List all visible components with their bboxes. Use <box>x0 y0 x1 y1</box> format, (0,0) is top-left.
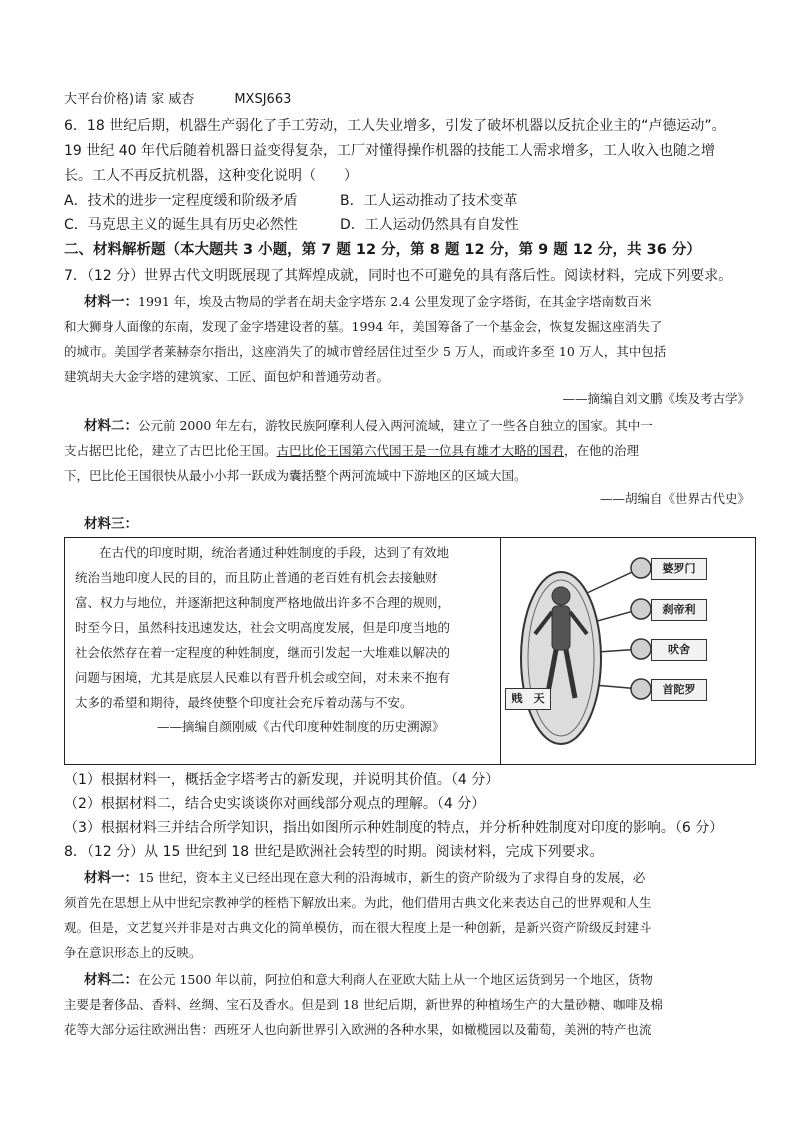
q8-material-1-line-2: 须首先在思想上从中世纪宗教神学的桎梏下解放出来。为此，他们借用古典文化来表达自己的世界观和人生 <box>64 895 652 910</box>
q7-material-2-label: 材料二： <box>84 418 138 434</box>
q7-subquestion-2: （2）根据材料二，结合史实谈谈你对画线部分观点的理解。（4 分） <box>64 796 486 812</box>
q6-option-a: A．技术的进步一定程度缓和阶级矛盾 <box>64 193 298 209</box>
q7-material-2-source: ——胡编自《世界古代史》 <box>599 491 750 506</box>
q6-stem-line-2: 19 世纪 40 年代后随着机器日益变得复杂，工厂对懂得操作机器的技能工人需求增多，工人收入也随之增 <box>64 143 715 159</box>
q7-material-3-title <box>84 514 138 534</box>
q8-stem: 8．（12 分）从 15 世纪到 18 世纪是欧洲社会转型的时期。阅读材料，完成下列要求。 <box>64 844 604 860</box>
caste-figure-drawing <box>501 538 755 764</box>
q6-option-d: D．工人运动仍然具有自发性 <box>340 217 519 233</box>
q7-underlined-statement: 古巴比伦王国第六代国王是一位具有雄才大略的国君 <box>276 443 565 458</box>
q7-material-3-box <box>64 537 756 765</box>
coin-icon <box>631 599 651 619</box>
q7-subquestion-1: （1）根据材料一，概括金字塔考古的新发现，并说明其价值。（4 分） <box>64 772 500 788</box>
section-2-title: 二、材料解析题（本大题共 3 小题，第 7 题 12 分，第 8 题 12 分，第 9 题 12 分，共 36 分） <box>64 242 701 258</box>
q8-material-1-label: 材料一： <box>84 870 138 886</box>
q7-m3-source: ——摘编自颜刚威《古代印度种姓制度的历史溯源》 <box>157 719 445 734</box>
q7-material-3-text-panel <box>65 538 501 764</box>
q7-stem: 7．（12 分）世界古代文明既展现了其辉煌成就，同时也不可避免的具有落后性。阅读材料，完成下列要求。 <box>64 268 733 284</box>
q7-m3-text-line-2: 统治当地印度人民的目的，而且防止普通的老百姓有机会去接触财 <box>75 570 438 585</box>
q8-material-2-line-3: 花等大部分运往欧洲出售：西班牙人也向新世界引入欧洲的各种水果，如橄榄园以及葡萄，美洲的特产也流 <box>64 1022 652 1037</box>
page-header <box>64 90 291 110</box>
caste-system-figure <box>501 538 755 764</box>
q7-material-1-line-2: 和大狮身人面像的东南，发现了金字塔建设者的墓。1994 年，美国筹备了一个基金会，恢复发掘这座消失了 <box>64 319 663 334</box>
q7-material-1-label: 材料一： <box>84 294 138 310</box>
q7-subquestion-3: （3）根据材料三并结合所学知识，指出如图所示种姓制度的特点，并分析种姓制度对印度的影响。（6 分） <box>64 820 724 836</box>
q8-material-1-line-1: 材料一：15 世纪，资本主义已经出现在意大利的沿海城市，新生的资产阶级为了求得自身的发展，必 <box>84 870 646 886</box>
q7-material-2-line-3: 下，巴比伦王国很快从最小小邦一跃成为囊括整个两河流域中下游地区的区域大国。 <box>64 468 527 483</box>
q7-material-1-line-3: 的城市。美国学者莱赫奈尔指出，这座消失了的城市曾经居住过至少 5 万人，而或许多至 10 万人，其中包括 <box>64 344 667 359</box>
caste-vaishya: 吠舍 <box>651 639 707 661</box>
coin-icon <box>631 639 651 659</box>
caste-kshatriya: 刹帝利 <box>651 599 707 621</box>
q7-m3-text-line-5: 社会依然存在着一定程度的种姓制度，继而引发起一大堆难以解决的 <box>75 645 451 660</box>
q7-material-1-line-4: 建筑胡夫大金字塔的建筑家、工匠、面包炉和普通劳动者。 <box>64 369 390 384</box>
q7-material-2-line-2: 支占据巴比伦，建立了古巴比伦王国。古巴比伦王国第六代国王是一位具有雄才大略的国君，在他的治理 <box>64 443 640 458</box>
coin-icon <box>631 558 651 578</box>
q8-material-2-label: 材料二： <box>84 972 138 988</box>
q8-material-1-line-3: 观。但是，文艺复兴并非是对古典文化的简单模仿，而在很大程度上是一种创新，是新兴资产阶级反封建斗 <box>64 920 652 935</box>
q8-material-2-line-2: 主要是奢侈品、香料、丝绸、宝石及香水。但是到 18 世纪后期，新世界的种植场生产的大量砂糖、咖啡及棉 <box>64 997 663 1012</box>
q6-stem-line-1: 6．18 世纪后期，机器生产弱化了手工劳动，工人失业增多，引发了破坏机器以反抗企业主的“卢德运动”。 <box>64 118 726 134</box>
caste-untouchable: 贱 天 <box>505 688 551 710</box>
coin-icon <box>631 679 651 699</box>
q7-material-1-line-1: 材料一：1991 年，埃及古物局的学者在胡夫金字塔东 2.4 公里发现了金字塔街，在其金字塔南数百米 <box>84 294 652 310</box>
header-left: 大平台价格)请 家 威杏 <box>64 92 195 107</box>
q7-material-2-line-1: 材料二：公元前 2000 年左右，游牧民族阿摩利人侵入两河流域，建立了一些各自独立的国家。其中一 <box>84 418 653 434</box>
q7-m3-text-line-1: 在古代的印度时期，统治者通过种姓制度的手段，达到了有效地 <box>99 545 450 560</box>
q6-option-c: C．马克思主义的诞生具有历史必然性 <box>64 217 298 233</box>
q8-material-1-line-4: 争在意识形态上的反映。 <box>64 945 202 960</box>
caste-brahmin: 婆罗门 <box>651 558 707 580</box>
q6-stem-line-3: 长。工人不再反抗机器，这种变化说明（ ） <box>64 168 358 184</box>
q8-material-2-line-1: 材料二：在公元 1500 年以前，阿拉伯和意大利商人在亚欧大陆上从一个地区运货到另一个地区，货物 <box>84 972 653 988</box>
q7-m3-text-line-3: 富、权力与地位，并逐渐把这种制度严格地做出许多不合理的规则， <box>75 595 451 610</box>
q7-m3-text-line-7: 太多的希望和期待，最终使整个印度社会充斥着动荡与不安。 <box>75 695 413 710</box>
q7-m3-text-line-4: 时至今日，虽然科技迅速发达，社会文明高度发展，但是印度当地的 <box>75 620 451 635</box>
caste-shudra: 首陀罗 <box>651 679 707 701</box>
header-code: MXSJ663 <box>234 92 292 107</box>
q7-material-3-label: 材料三： <box>84 516 138 532</box>
q7-material-1-source: ——摘编自刘文鹏《埃及考古学》 <box>562 391 750 406</box>
q6-option-b: B．工人运动推动了技术变革 <box>340 193 518 209</box>
q7-m3-text-line-6: 问题与困境，尤其是底层人民难以有晋升机会或空间，对未来不抱有 <box>75 670 451 685</box>
